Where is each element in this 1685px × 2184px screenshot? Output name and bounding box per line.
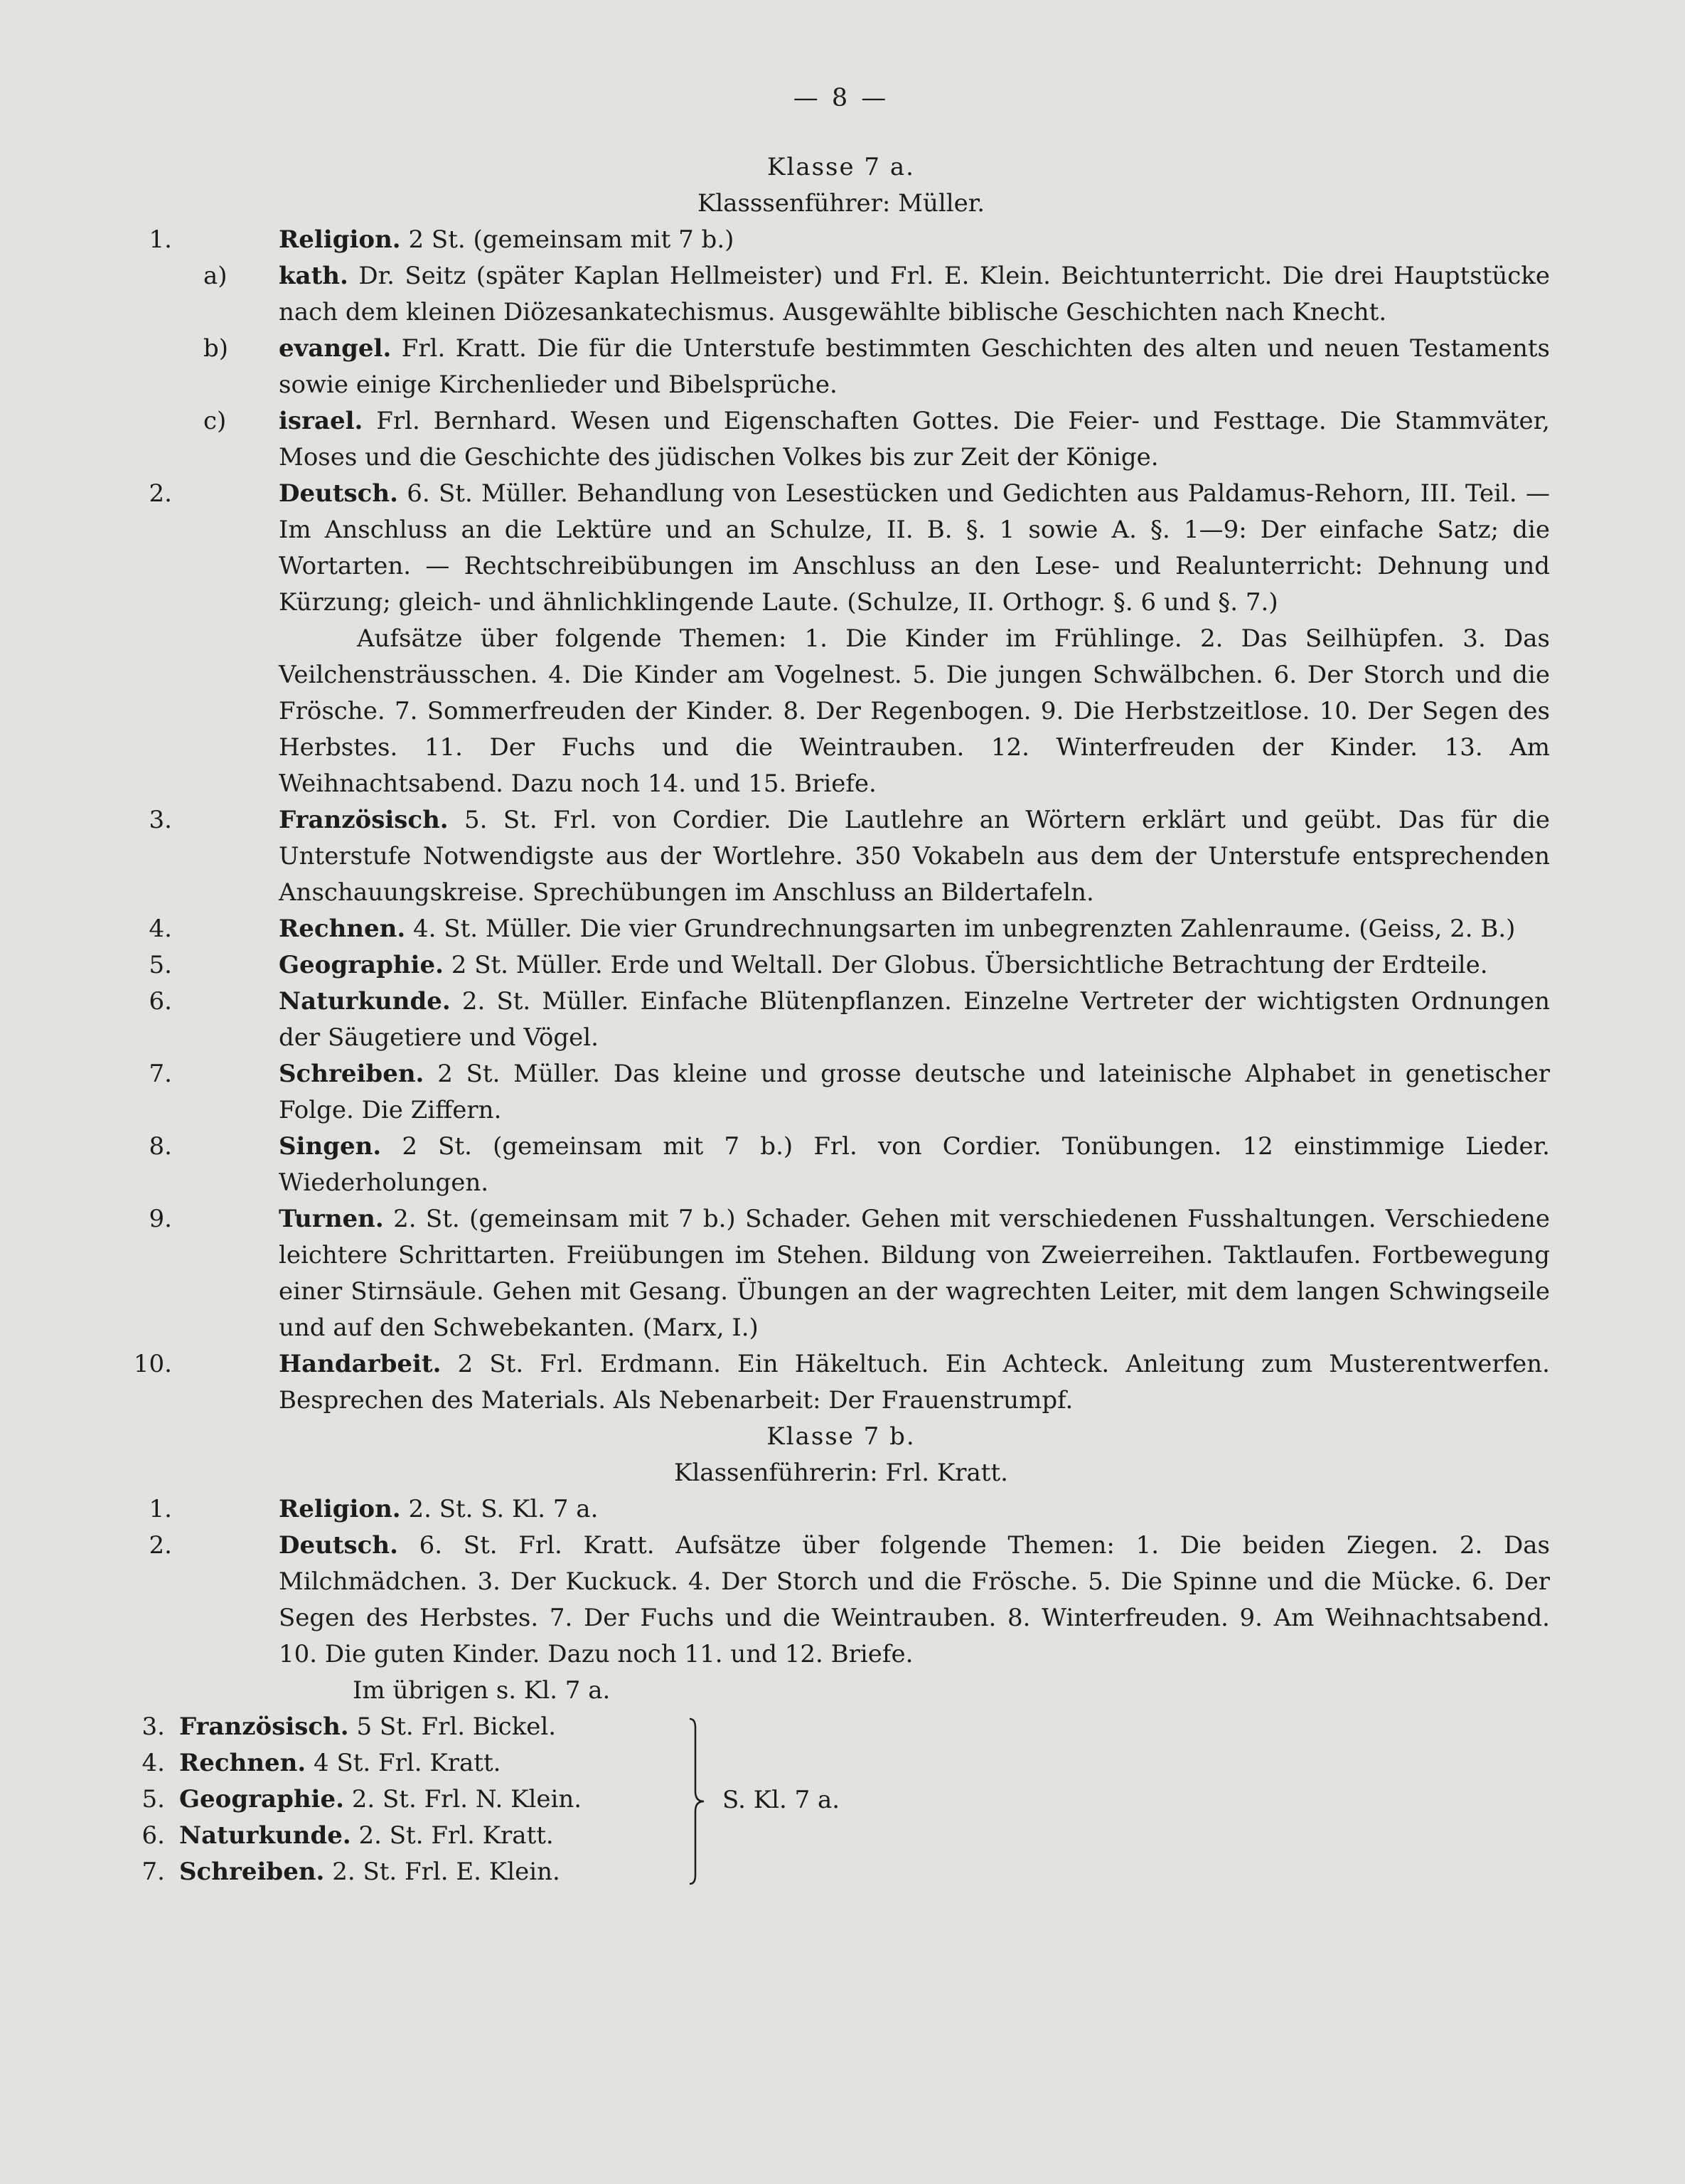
subject-heading: Naturkunde. bbox=[279, 987, 451, 1016]
subject-entry bbox=[132, 1056, 1550, 1129]
grouped-subjects bbox=[132, 1709, 1550, 1890]
subject-heading: Rechnen. bbox=[279, 915, 406, 943]
entry-number: 9. bbox=[149, 1205, 172, 1233]
entry-number: 1. bbox=[149, 225, 172, 254]
subject-text: 2 St. Frl. Erdmann. Ein Häkeltuch. Ein Achteck. Anleitung zum Musterentwerfen. Besprechen des Materials. Als Nebenarbeit: Der Frauenstrumpf. bbox=[279, 1350, 1550, 1415]
subject-text: 2 St. Müller. Das kleine und grosse deutsche und lateinische Alphabet in genetischer Folge. Die Ziffern. bbox=[279, 1060, 1550, 1124]
klasse-7a-fuehrer: Klasssenführer: Müller. bbox=[697, 189, 985, 218]
subject-entry bbox=[132, 1201, 1550, 1346]
subentry-heading: israel. bbox=[279, 407, 363, 435]
subject-heading: Französisch. bbox=[179, 1712, 349, 1741]
subject-entry bbox=[132, 1346, 1550, 1419]
subentry-heading: evangel. bbox=[279, 334, 392, 363]
grouped-entry bbox=[132, 1818, 1550, 1854]
subject-heading: Religion. bbox=[279, 225, 401, 254]
subject-subentry bbox=[132, 403, 1550, 476]
grouped-entry bbox=[132, 1781, 1550, 1818]
entry-number: 2. bbox=[149, 1531, 172, 1560]
subject-text: 2. St. Müller. Einfache Blütenpflanzen. Einzelne Vertreter der wichtigsten Ordnungen der Säugetiere und Vögel. bbox=[279, 987, 1550, 1052]
entry-number: 4. bbox=[141, 1749, 165, 1777]
subject-heading: Geographie. bbox=[179, 1785, 344, 1813]
subject-text: 5 St. Frl. Bickel. bbox=[348, 1712, 557, 1741]
subject-heading: Singen. bbox=[279, 1132, 382, 1161]
entry-number: 3. bbox=[149, 806, 172, 834]
subject-paragraph bbox=[132, 621, 1550, 802]
entry-number: 7. bbox=[141, 1858, 165, 1886]
subject-heading: Geographie. bbox=[279, 951, 444, 979]
entry-number: 3. bbox=[141, 1712, 165, 1741]
subject-entry bbox=[132, 911, 1550, 947]
subject-subentry bbox=[132, 258, 1550, 331]
page-number: — 8 — bbox=[793, 84, 889, 112]
entry-number: 10. bbox=[133, 1350, 172, 1378]
subject-text: 5. St. Frl. von Cordier. Die Lautlehre an Wörtern erklärt und geübt. Das für die Unterstufe Notwendigste aus der Wortlehre. 350 Vokabeln aus dem der Unterstufe entsprechenden Anschauungskreise. Sprechübungen im Anschluss an Bildertafeln. bbox=[279, 806, 1550, 907]
entry-number: 2. bbox=[149, 479, 172, 508]
uebrigen-note: Im übrigen s. Kl. 7 a. bbox=[353, 1676, 611, 1705]
curly-brace bbox=[688, 1717, 707, 1885]
subject-heading: Turnen. bbox=[279, 1205, 384, 1233]
subentry-label: c) bbox=[203, 407, 227, 435]
klasse-7b-fuehrer: Klassenführerin: Frl. Kratt. bbox=[674, 1459, 1008, 1487]
subject-entry bbox=[132, 984, 1550, 1056]
subject-heading: Schreiben. bbox=[179, 1858, 325, 1886]
subject-text: 6. St. Frl. Kratt. Aufsätze über folgende Themen: 1. Die beiden Ziegen. 2. Das Milchmädchen. 3. Der Kuckuck. 4. Der Storch und die Frösche. 5. Die Spinne und die Mücke. 6. Der Segen des Herbstes. 7. Der Fuchs und die Weintrauben. 8. Winterfreuden. 9. Am Weihnachtsabend. 10. Die guten Kinder. Dazu noch 11. und 12. Briefe. bbox=[279, 1531, 1550, 1668]
subentry-label: a) bbox=[203, 262, 228, 290]
subject-entry bbox=[132, 802, 1550, 911]
grouped-entry bbox=[132, 1709, 1550, 1745]
entry-number: 6. bbox=[149, 987, 172, 1016]
entry-number: 6. bbox=[141, 1821, 165, 1850]
subentry-heading: kath. bbox=[279, 262, 348, 290]
subject-text: 2 St. (gemeinsam mit 7 b.) Frl. von Cordier. Tonübungen. 12 einstimmige Lieder. Wiederholungen. bbox=[279, 1132, 1550, 1197]
entry-number: 5. bbox=[141, 1785, 165, 1813]
grouped-entry bbox=[132, 1745, 1550, 1781]
grouped-entry bbox=[132, 1854, 1550, 1890]
entry-number: 5. bbox=[149, 951, 172, 979]
entry-number: 7. bbox=[149, 1060, 172, 1088]
subject-text: 2. St. Frl. E. Klein. bbox=[324, 1858, 560, 1886]
subject-subentry bbox=[132, 331, 1550, 403]
subject-text: 2 St. Müller. Erde und Weltall. Der Globus. Übersichtliche Betrachtung der Erdteile. bbox=[443, 951, 1488, 979]
subject-heading: Deutsch. bbox=[279, 1531, 398, 1560]
klasse-7b-title: Klasse 7 b. bbox=[766, 1422, 916, 1451]
subject-heading: Rechnen. bbox=[179, 1749, 306, 1777]
subentry-text: Dr. Seitz (später Kaplan Hellmeister) und Frl. E. Klein. Beichtunterricht. Die drei Hauptstücke nach dem kleinen Diözesankatechismus. Ausgewählte biblische Geschichten nach Knecht. bbox=[279, 262, 1550, 326]
subject-heading: Handarbeit. bbox=[279, 1350, 442, 1378]
group-reference: S. Kl. 7 a. bbox=[722, 1786, 840, 1814]
subject-text: 4. St. Müller. Die vier Grundrechnungsarten im unbegrenzten Zahlenraume. (Geiss, 2. B.) bbox=[405, 915, 1516, 943]
subentry-text: Frl. Kratt. Die für die Unterstufe bestimmten Geschichten des alten und neuen Testaments sowie einige Kirchenlieder und Bibelsprüche. bbox=[279, 334, 1550, 399]
entry-number: 4. bbox=[149, 915, 172, 943]
subject-heading: Französisch. bbox=[279, 806, 449, 834]
subject-entry bbox=[132, 1129, 1550, 1201]
entry-number: 8. bbox=[149, 1132, 172, 1161]
subject-text: 6. St. Müller. Behandlung von Lesestücken und Gedichten aus Paldamus-Rehorn, III. Teil. — Im Anschluss an die Lektüre und an Schulze, II. B. §. 1 sowie A. §. 1—9: Der einfache Satz; die Wortarten. — Rechtschreibübungen im Anschluss an den Lese- und Realunterricht: Dehnung und Kürzung; gleich- und ähnlichklingende Laute. (Schulze, II. Orthogr. §. 6 und §. 7.) bbox=[279, 479, 1550, 617]
subject-text: 2. St. Frl. Kratt. bbox=[351, 1821, 554, 1850]
subject-text: 2. St. S. Kl. 7 a. bbox=[400, 1495, 599, 1523]
subentry-text: Frl. Bernhard. Wesen und Eigenschaften Gottes. Die Feier- und Festtage. Die Stammväter, Moses und die Geschichte des jüdischen Volkes bis zur Zeit der Könige. bbox=[279, 407, 1550, 472]
subject-heading: Schreiben. bbox=[279, 1060, 424, 1088]
subject-entry bbox=[132, 1491, 1550, 1528]
subentry-label: b) bbox=[203, 334, 229, 363]
subject-entry bbox=[132, 947, 1550, 984]
subject-heading: Religion. bbox=[279, 1495, 401, 1523]
subject-text: 4 St. Frl. Kratt. bbox=[306, 1749, 501, 1777]
subject-text: 2. St. (gemeinsam mit 7 b.) Schader. Gehen mit verschiedenen Fusshaltungen. Verschiedene leichtere Schrittarten. Freiübungen im Stehen. Bildung von Zweierreihen. Taktlaufen. Fortbewegung einer Stirnsäule. Gehen mit Gesang. Übungen an der wagrechten Leiter, mit dem langen Schwingseile und auf den Schwebekanten. (Marx, I.) bbox=[279, 1205, 1550, 1342]
klasse-7a-title: Klasse 7 a. bbox=[767, 153, 915, 181]
subject-heading: Deutsch. bbox=[279, 479, 398, 508]
subject-entry bbox=[132, 1528, 1550, 1673]
subject-text: 2 St. (gemeinsam mit 7 b.) bbox=[400, 225, 734, 254]
entry-number: 1. bbox=[149, 1495, 172, 1523]
subject-heading: Naturkunde. bbox=[179, 1821, 351, 1850]
subject-text: 2. St. Frl. N. Klein. bbox=[343, 1785, 582, 1813]
subject-entry bbox=[132, 222, 1550, 258]
subject-entry bbox=[132, 476, 1550, 621]
subject-paragraph-text: Aufsätze über folgende Themen: 1. Die Kinder im Frühlinge. 2. Das Seilhüpfen. 3. Das Veilchensträusschen. 4. Die Kinder am Vogelnest. 5. Die jungen Schwälbchen. 6. Der Storch und die Frösche. 7. Sommerfreuden der Kinder. 8. Der Regenbogen. 9. Die Herbstzeitlose. 10. Der Segen des Herbstes. 11. Der Fuchs und die Weintrauben. 12. Winterfreuden der Kinder. 13. Am Weihnachtsabend. Dazu noch 14. und 15. Briefe. bbox=[279, 624, 1550, 798]
